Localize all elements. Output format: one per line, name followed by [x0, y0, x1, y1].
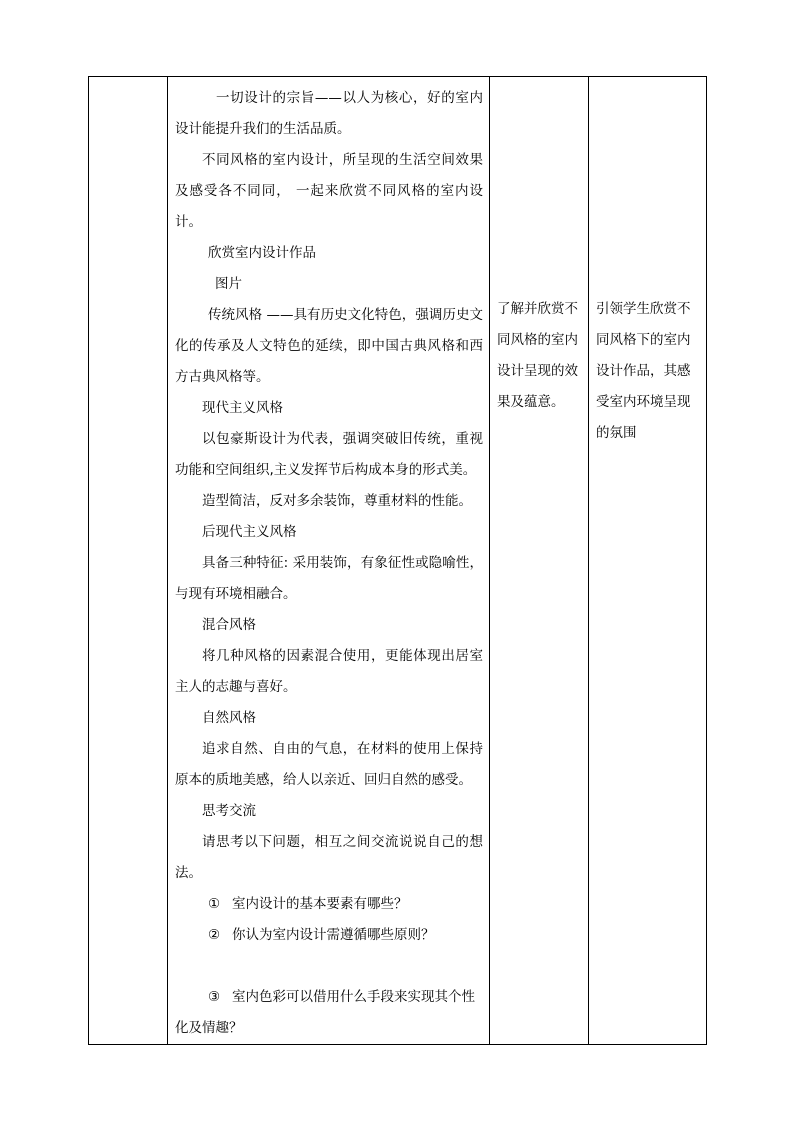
question-1 — [175, 889, 483, 920]
postmodern-style-heading: 后现代主义风格 — [202, 524, 297, 540]
traditional-style-paragraph: 传统风格 ——具有历史文化特色，强调历史文化的传承及人文特色的延续，即中国古典风格和西方古典风格等。 — [175, 307, 483, 385]
styles-intro-paragraph: 不同风格的室内设计，所呈现的生活空间效果及感受各不同同， 一起来欣赏不同风格的室内设计。 — [175, 152, 483, 230]
design-intent-text: 引领学生欣赏不同风格下的室内设计作品，其感受室内环境呈现的氛围 — [596, 301, 691, 441]
stage-cell — [89, 77, 168, 1045]
natural-style-heading: 自然风格 — [202, 710, 256, 726]
modern-style-heading: 现代主义风格 — [202, 400, 283, 416]
modern-style-paragraph-2: 造型简洁，反对多余装饰，尊重材料的性能。 — [202, 493, 472, 509]
think-exchange-heading: 思考交流 — [202, 803, 256, 819]
question-2 — [175, 920, 483, 951]
question-3-number: ③ — [208, 989, 221, 1005]
question-3 — [175, 982, 483, 1044]
question-2-text: 你认为室内设计需遵循哪些原则？ — [232, 927, 435, 943]
student-activity-cell — [490, 77, 589, 1045]
postmodern-style-paragraph: 具备三种特征: 采用装饰，有象征性或隐喻性，与现有环境相融合。 — [175, 555, 483, 602]
intro-paragraph: 一切设计的宗旨——以人为核心，好的室内设计能提升我们的生活品质。 — [175, 90, 483, 137]
student-activity-text: 了解并欣赏不同风格的室内设计呈现的效果及蕴意。 — [497, 301, 578, 410]
question-1-text: 室内设计的基本要素有哪些？ — [232, 896, 408, 912]
question-1-number: ① — [208, 896, 221, 912]
natural-style-paragraph: 追求自然、自由的气息，在材料的使用上保持原本的质地美感，给人以亲近、回归自然的感受。 — [175, 741, 483, 788]
design-intent-cell — [589, 77, 707, 1045]
lesson-plan-table — [88, 76, 707, 1045]
appreciate-heading: 欣赏室内设计作品 — [208, 245, 316, 261]
question-2-number: ② — [208, 927, 221, 943]
mixed-style-heading: 混合风格 — [202, 617, 256, 633]
think-exchange-paragraph: 请思考以下问题，相互之间交流说说自己的想法。 — [175, 834, 483, 881]
table-row — [89, 77, 707, 1045]
picture-label: 图片 — [215, 276, 242, 292]
mixed-style-paragraph: 将几种风格的因素混合使用，更能体现出居室主人的志趣与喜好。 — [175, 648, 483, 695]
spacer — [175, 951, 483, 982]
modern-style-paragraph: 以包豪斯设计为代表，强调突破旧传统，重视功能和空间组织,主义发挥节后构成本身的形式美。 — [175, 431, 483, 478]
question-3-text: 室内色彩可以借用什么手段来实现其个性化及情趣？ — [175, 989, 475, 1036]
teaching-content-cell — [168, 77, 490, 1045]
